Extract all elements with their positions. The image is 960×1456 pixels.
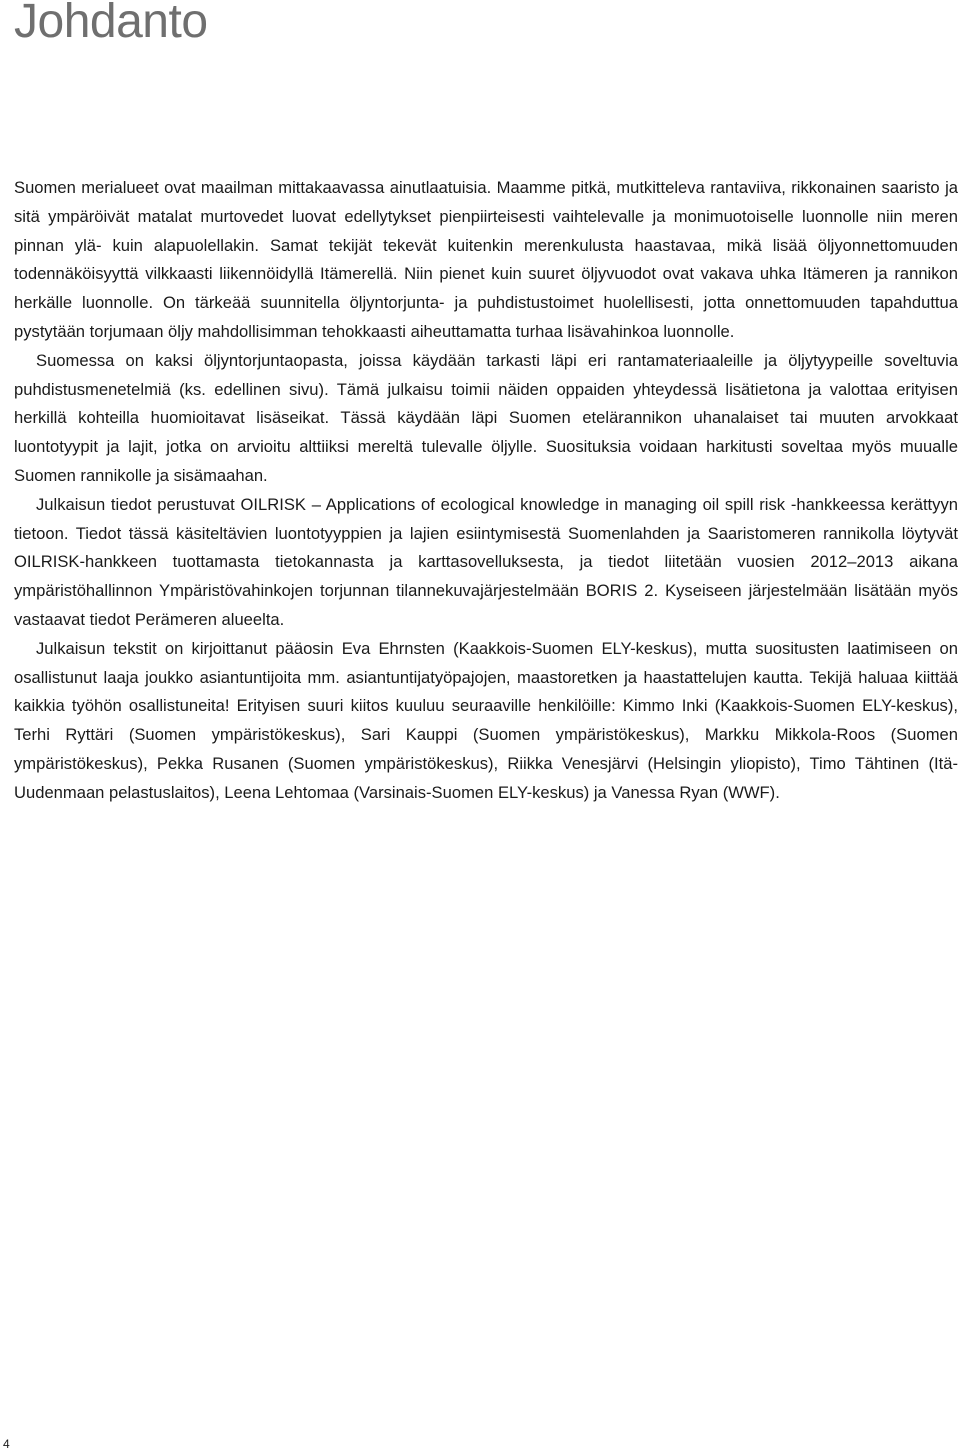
paragraph-oilrisk: Julkaisun tiedot perustuvat OILRISK – Applications of ecological knowledge in managing oil spill risk -hankkeessa kerättyyn tietoon. Tiedot tässä käsiteltävien luontotyyppien ja lajien esiintymisestä Suomenlahden ja Saaristomeren rannikolla löytyvät OILRISK-hankkeen tuottamasta tietokannasta ja karttasovelluksesta, ja tiedot liitetään vuosien 2012–2013 aikana ympäristöhallinnon Ympäristövahinkojen torjunnan tilannekuvajärjestelmään BORIS 2. Kyseiseen järjestelmään lisätään myös vastaavat tiedot Perämeren alueelta.: [14, 494, 958, 629]
paragraph-guides: Suomessa on kaksi öljyntorjuntaopasta, joissa käydään tarkasti läpi eri rantamateriaaleille ja öljytyypeille soveltuvia puhdistusmenetelmiä (ks. edellinen sivu). Tämä julkaisu toimii näiden oppaiden yhteydessä lisätietona ja valottaa erityisen herkillä kohteilla huomioitavat lisäseikat. Tässä käydään läpi Suomen etelärannikon uhanalaiset tai muuten arvokkaat luontotyypit ja lajit, jotka on arvioitu alttiiksi mereltä tulevalle öljylle. Suosituksia voidaan harkitusti soveltaa myös muualle Suomen rannikolle ja sisämaahan.: [14, 350, 958, 485]
page-number: 4: [3, 1437, 10, 1451]
paragraph-intro: Suomen merialueet ovat maailman mittakaavassa ainutlaatuisia. Maamme pitkä, mutkitteleva rantaviiva, rikkonainen saaristo ja sitä ympäröivät matalat murtovedet luovat edellytykset pienpiirteisesti vaihtelevalle ja monimuotoiselle luonnolle niin meren pinnan ylä- kuin alapuolellakin. Samat tekijät tekevät kuitenkin merenkulusta haastavaa, mikä lisää öljyonnettomuuden todennäköisyyttä vilkkaasti liikennöidyllä Itämerellä. Niin pienet kuin suuret öljyvuodot ovat vakava uhka Itämeren ja rannikon herkälle luonnolle. On tärkeää suunnitella öljyntorjunta- ja puhdistustoimet huolellisesti, jotta onnettomuuden tapahduttua pystytään torjumaan öljy mahdollisimman tehokkaasti aiheuttamatta turhaa lisävahinkoa luonnolle.: [14, 178, 958, 341]
paragraph-acknowledgements: Julkaisun tekstit on kirjoittanut pääosin Eva Ehrnsten (Kaakkois-Suomen ELY-keskus), mutta suositusten laatimiseen on osallistunut laaja joukko asiantuntijoita mm. asiantuntijatyöpajojen, maastoretken ja haastattelujen kautta. Tekijä haluaa kiittää kaikkia työhön osallistuneita! Erityisen suuri kiitos kuuluu seuraaville henkilöille: Kimmo Inki (Kaakkois-Suomen ELY-keskus), Terhi Ryttäri (Suomen ympäristökeskus), Sari Kauppi (Suomen ympäristökeskus), Markku Mikkola-Roos (Suomen ympäristökeskus), Pekka Rusanen (Suomen ympäristökeskus), Riikka Venesjärvi (Helsingin yliopisto), Timo Tähtinen (Itä-Uudenmaan pelastuslaitos), Leena Lehtomaa (Varsinais-Suomen ELY-keskus) ja Vanessa Ryan (WWF).: [14, 638, 958, 802]
page-title: Johdanto: [14, 0, 208, 48]
body-text: [14, 174, 958, 808]
